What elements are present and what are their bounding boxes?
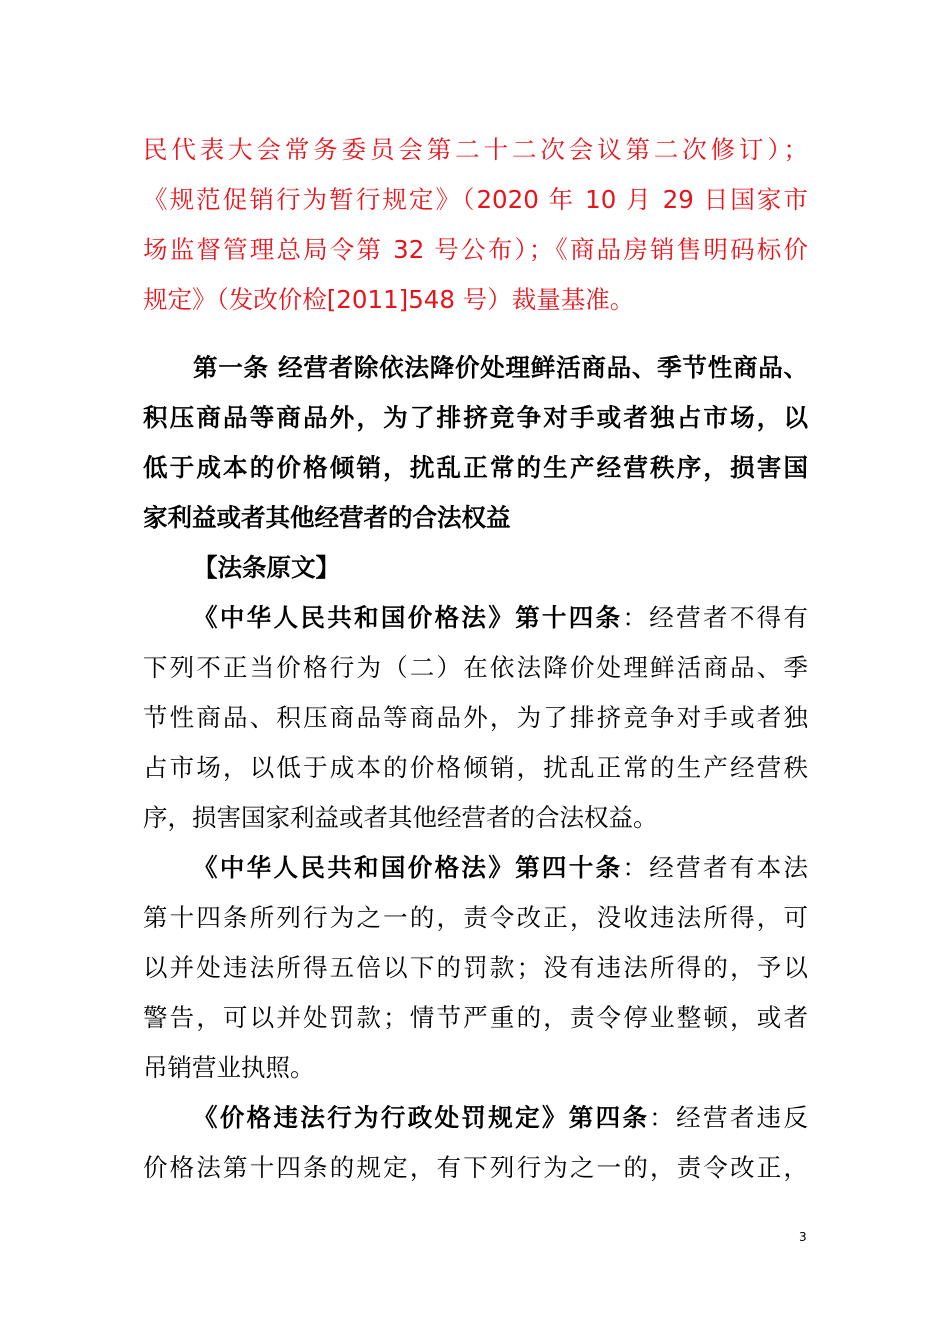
paragraph [143, 346, 808, 546]
bold-text: 低于成本的价格倾销，扰乱正常的生产经营秩序，损害国 [143, 453, 808, 482]
paragraph [143, 1096, 808, 1196]
text-line [143, 278, 808, 328]
text-segment: 价格法第十四条的规定，有下列行为之一的，责令改正， [143, 1153, 808, 1182]
text-line [143, 596, 808, 646]
paragraph [143, 546, 808, 596]
text-segment: 《规范促销行为暂行规定》（2020 年 10 月 29 日国家市 [143, 185, 808, 214]
text-line [143, 946, 808, 996]
bold-text: 【法条原文】 [193, 553, 340, 582]
text-line [143, 1096, 808, 1146]
text-segment: 规定》（发改价检[2011]548 号）裁量基准。 [143, 285, 635, 314]
text-segment: 以并处违法所得五倍以下的罚款；没有违法所得的，予以 [143, 953, 808, 982]
text-line [143, 746, 808, 796]
text-segment: 民代表大会常务委员会第二十二次会议第二次修订）； [143, 135, 808, 164]
text-segment: 占市场，以低于成本的价格倾销，扰乱正常的生产经营秩 [143, 753, 808, 782]
text-line [143, 796, 808, 846]
text-line [143, 1146, 808, 1196]
paragraph [143, 596, 808, 846]
text-line [143, 696, 808, 746]
text-line [143, 346, 808, 396]
text-segment: 警告，可以并处罚款；情节严重的，责令停业整顿，或者 [143, 1003, 808, 1032]
text-line [143, 396, 808, 446]
bold-text: 积压商品等商品外，为了排挤竞争对手或者独占市场，以 [143, 403, 808, 432]
text-segment: ：经营者不得有 [622, 603, 808, 632]
text-line [143, 128, 808, 178]
page-number: 3 [799, 1230, 807, 1244]
bold-text: 《价格违法行为行政处罚规定》第四条 [193, 1103, 650, 1132]
paragraph [143, 128, 808, 328]
bold-text: 家利益或者其他经营者的合法权益 [143, 503, 511, 532]
text-line [143, 1046, 808, 1096]
text-line [143, 846, 808, 896]
text-line [143, 646, 808, 696]
text-segment: 节性商品、积压商品等商品外，为了排挤竞争对手或者独 [143, 703, 808, 732]
text-line [143, 546, 808, 596]
bold-text: 《中华人民共和国价格法》第十四条 [193, 603, 623, 632]
bold-text: 《中华人民共和国价格法》第四十条 [193, 853, 623, 882]
text-line [143, 446, 808, 496]
text-line [143, 996, 808, 1046]
text-line [143, 496, 808, 546]
text-line [143, 228, 808, 278]
text-segment: ：经营者违反 [649, 1103, 809, 1132]
text-segment: 下列不正当价格行为（二）在依法降价处理鲜活商品、季 [143, 653, 808, 682]
text-segment: 序，损害国家利益或者其他经营者的合法权益。 [143, 803, 658, 832]
text-line [143, 896, 808, 946]
text-segment: ：经营者有本法 [622, 853, 808, 882]
document-body [143, 128, 808, 1196]
text-segment: 场监督管理总局令第 32 号公布）；《商品房销售明码标价 [143, 235, 808, 264]
text-segment: 第十四条所列行为之一的，责令改正，没收违法所得，可 [143, 903, 808, 932]
text-segment: 吊销营业执照。 [143, 1053, 315, 1082]
paragraph [143, 846, 808, 1096]
text-line [143, 178, 808, 228]
bold-text: 第一条 经营者除依法降价处理鲜活商品、季节性商品、 [193, 353, 808, 382]
